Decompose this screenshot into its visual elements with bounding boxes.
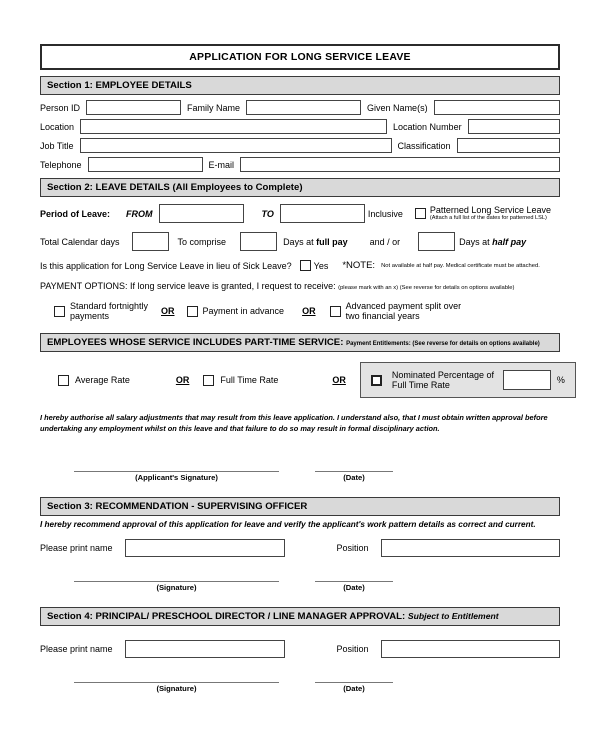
payment-in-advance-checkbox[interactable] (187, 306, 198, 317)
nominated-percentage-input[interactable] (503, 370, 551, 390)
form-page (40, 44, 565, 708)
patterned-lsl-note: (Attach a full list of the dates for patterned LSL) (429, 215, 547, 221)
telephone-input[interactable] (88, 157, 203, 172)
section4-date-caption: (Date) (343, 683, 365, 693)
nominated-percentage-panel (360, 362, 576, 399)
half-pay-days-input[interactable] (418, 232, 455, 251)
section2-header: Section 2: LEAVE DETAILS (All Employees to Complete) (40, 178, 560, 197)
section4-header-main: Section 4: PRINCIPAL/ PRESCHOOL DIRECTOR / LINE MANAGER APPROVAL: (47, 610, 406, 622)
or-label-2: OR (302, 306, 316, 317)
yes-label: Yes (313, 260, 329, 271)
full-pay-days-input[interactable] (240, 232, 277, 251)
period-of-leave-label: Period of Leave: (40, 208, 111, 219)
patterned-lsl-checkbox[interactable] (415, 208, 426, 219)
part-time-header-main: EMPLOYEES WHOSE SERVICE INCLUDES PART-TIME SERVICE: (47, 336, 344, 348)
payment-options-text: If long service leave is granted, I request to receive: (130, 281, 336, 291)
part-time-header-note: Payment Entitlements: (See reverse for details on options available) (346, 340, 540, 347)
section3-recommend-text: I hereby recommend approval of this application for leave and verify the applicant's work pattern details as correct and current. (40, 519, 536, 529)
section4-position-label: Position (336, 643, 369, 654)
section3-position-input[interactable] (381, 539, 560, 557)
note-text: Not available at half pay. Medical certificate must be attached. (381, 262, 540, 269)
note-prefix-label: *NOTE: (342, 260, 376, 271)
nominated-percentage-checkbox[interactable] (371, 375, 382, 386)
total-calendar-days-input[interactable] (132, 232, 169, 251)
section3-signature-area (40, 581, 560, 607)
part-time-options-row (40, 362, 565, 399)
family-name-label: Family Name (187, 102, 241, 113)
or-label-1: OR (161, 306, 175, 317)
and-or-label: and / or (369, 236, 401, 247)
standard-fortnightly-label: Standard fortnightly payments (70, 301, 149, 322)
email-label: E-mail (208, 159, 235, 170)
payment-in-advance-label: Payment in advance (202, 306, 285, 317)
row-sick-leave-question (40, 260, 560, 271)
section3-date-line[interactable] (315, 581, 393, 582)
row-period-of-leave (40, 204, 560, 223)
days-at-half-pay-label: Days at half pay (459, 236, 527, 247)
advanced-payment-split-checkbox[interactable] (330, 306, 341, 317)
applicant-date-line[interactable] (315, 471, 393, 472)
applicant-signature-area (40, 471, 560, 497)
payment-options-title: PAYMENT OPTIONS: (40, 281, 128, 291)
section3-signature-caption: (Signature) (156, 582, 197, 592)
section1-header: Section 1: EMPLOYEE DETAILS (40, 76, 560, 95)
given-names-label: Given Name(s) (367, 102, 428, 113)
row-location (40, 119, 560, 134)
section4-print-name-input[interactable] (125, 640, 285, 658)
classification-input[interactable] (457, 138, 560, 153)
applicant-date-caption: (Date) (343, 472, 365, 482)
family-name-input[interactable] (246, 100, 361, 115)
average-rate-checkbox[interactable] (58, 375, 69, 386)
advanced-payment-split-label: Advanced payment split over two financial years (345, 301, 462, 322)
section4-print-row (40, 640, 560, 658)
location-label: Location (40, 121, 75, 132)
percent-symbol-label: % (556, 375, 565, 386)
section4-header (40, 607, 560, 626)
declaration-text: I hereby authorise all salary adjustments that may result from this leave application. I understand also, that I must obtain written approval before undertaking any employment whilst on this leave and that failure to do so may result in formal disciplinary action. (40, 413, 548, 434)
payment-options-heading (40, 281, 560, 291)
patterned-lsl-block (430, 205, 551, 222)
full-time-rate-checkbox[interactable] (203, 375, 214, 386)
section3-print-name-input[interactable] (125, 539, 285, 557)
section4-date-line[interactable] (315, 682, 393, 683)
from-label: FROM (126, 208, 153, 219)
payment-options-note: (please mark with an x) (See reverse for details on options available) (338, 285, 515, 291)
section4-signature-area (40, 682, 560, 708)
row-total-days (40, 232, 560, 251)
sick-leave-yes-checkbox[interactable] (300, 260, 311, 271)
payment-options-row (40, 301, 560, 322)
section4-position-input[interactable] (381, 640, 560, 658)
person-id-input[interactable] (86, 100, 181, 115)
telephone-label: Telephone (40, 159, 82, 170)
section4-signature-caption: (Signature) (156, 683, 197, 693)
page-title: APPLICATION FOR LONG SERVICE LEAVE (40, 44, 560, 70)
section3-position-label: Position (336, 542, 369, 553)
part-time-header (40, 333, 560, 352)
person-id-label: Person ID (40, 102, 81, 113)
to-label: TO (261, 208, 274, 219)
section4-print-name-label: Please print name (40, 643, 113, 654)
full-time-rate-label: Full Time Rate (220, 375, 279, 386)
leave-to-input[interactable] (280, 204, 365, 223)
leave-from-input[interactable] (159, 204, 244, 223)
section3-signature-line[interactable] (74, 581, 279, 582)
days-at-full-pay-label: Days at full pay (283, 236, 348, 247)
job-title-input[interactable] (80, 138, 392, 153)
section3-header: Section 3: RECOMMENDATION - SUPERVISING OFFICER (40, 497, 560, 516)
row-job-title (40, 138, 560, 153)
given-names-input[interactable] (434, 100, 560, 115)
average-rate-label: Average Rate (75, 375, 130, 386)
classification-label: Classification (397, 140, 451, 151)
part-time-or-label-1: OR (175, 375, 190, 386)
location-number-label: Location Number (393, 121, 462, 132)
applicant-signature-caption: (Applicant's Signature) (135, 472, 218, 482)
inclusive-label: Inclusive (367, 208, 403, 219)
section3-print-name-label: Please print name (40, 542, 113, 553)
sick-leave-question-label: Is this application for Long Service Leave in lieu of Sick Leave? (40, 260, 292, 271)
section4-signature-line[interactable] (74, 682, 279, 683)
job-title-label: Job Title (40, 140, 74, 151)
to-comprise-label: To comprise (177, 236, 227, 247)
location-input[interactable] (80, 119, 387, 134)
email-input[interactable] (240, 157, 560, 172)
part-time-or-label-2: OR (332, 375, 346, 386)
nominated-percentage-label: Nominated Percentage of Full Time Rate (391, 369, 494, 391)
total-calendar-days-label: Total Calendar days (40, 236, 120, 247)
row-person-name (40, 100, 560, 115)
row-telephone-email (40, 157, 560, 172)
section3-print-row (40, 539, 560, 557)
section4-header-italic: Subject to Entitlement (407, 610, 499, 621)
section3-date-caption: (Date) (343, 582, 365, 592)
location-number-input[interactable] (468, 119, 560, 134)
patterned-lsl-label: Patterned Long Service Leave (429, 205, 551, 215)
applicant-signature-line[interactable] (74, 471, 279, 472)
standard-fortnightly-checkbox[interactable] (54, 306, 65, 317)
